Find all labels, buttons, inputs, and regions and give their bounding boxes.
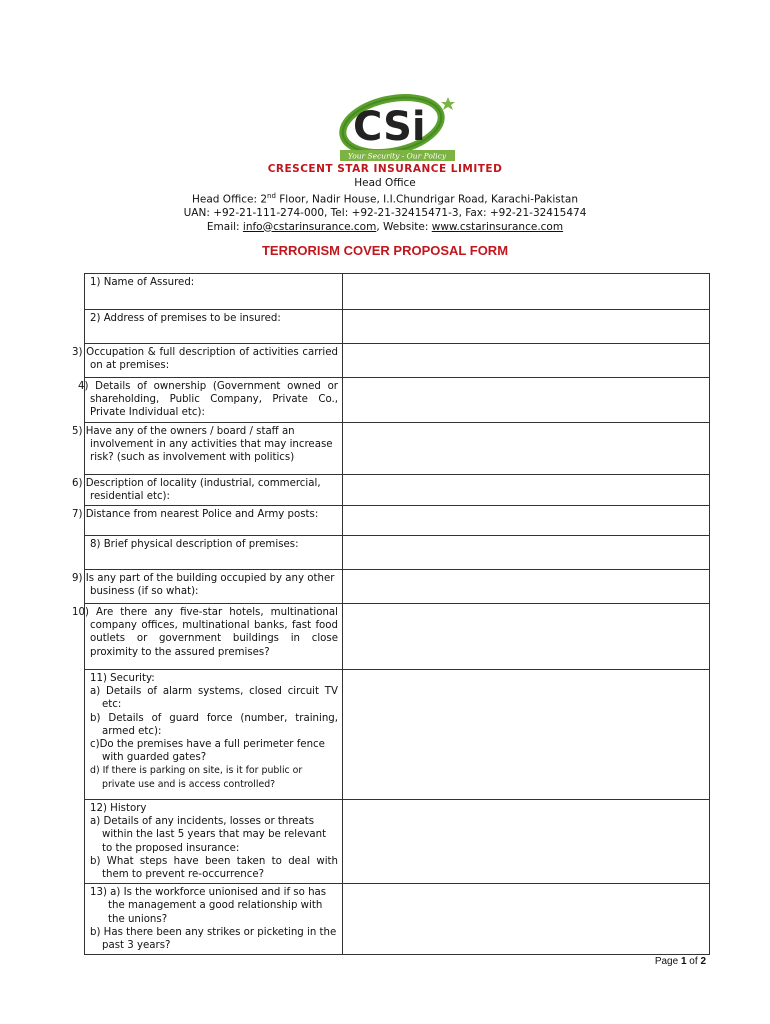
question-ownership: 4) Details of ownership (Government owned or shareholding, Public Company, Private Co., Private Individual etc): <box>85 378 343 423</box>
answer-field-distance-police-army[interactable] <box>343 506 710 536</box>
question-prevention-steps: b) What steps have been taken to deal with them to prevent re-occurrence? <box>90 855 338 881</box>
answer-field-ownership[interactable] <box>343 378 710 423</box>
question-perimeter-fence: c)Do the premises have a full perimeter fence with guarded gates? <box>90 739 325 764</box>
table-row <box>85 344 710 378</box>
answer-field-workforce[interactable] <box>343 884 710 955</box>
table-row <box>85 536 710 570</box>
table-row <box>85 378 710 423</box>
question-distance-police-army: 7) Distance from nearest Police and Army posts: <box>85 506 343 536</box>
question-address: 2) Address of premises to be insured: <box>85 310 343 344</box>
company-logo <box>337 93 459 163</box>
question-physical-description: 8) Brief physical description of premises: <box>85 536 343 570</box>
answer-field-building-occupied[interactable] <box>343 570 710 604</box>
answer-field-owner-involvement[interactable] <box>343 422 710 474</box>
answer-field-history[interactable] <box>343 800 710 884</box>
csi-logo-icon <box>337 93 459 163</box>
question-name-of-assured: 1) Name of Assured: <box>85 274 343 310</box>
company-header <box>0 163 770 234</box>
question-parking: d) If there is parking on site, is it for public or private use and is access controlled? <box>90 765 303 790</box>
question-locality: 6) Description of locality (industrial, commercial, residential etc): <box>85 474 343 505</box>
logo-tagline: Your Security - Our Policy <box>347 151 447 161</box>
email-link[interactable]: info@cstarinsurance.com <box>242 220 377 233</box>
question-nearby-buildings: 10) Are there any five-star hotels, multinational company offices, multinational banks, fast food outlets or government buildings in close proximity to the assured premises? <box>85 604 343 670</box>
table-row <box>85 570 710 604</box>
answer-field-security[interactable] <box>343 670 710 800</box>
proposal-form-table <box>72 273 710 955</box>
star-icon <box>441 97 455 110</box>
office-label: Head Office <box>354 176 416 189</box>
history-title: 12) History <box>90 803 147 815</box>
table-row <box>85 310 710 344</box>
security-title: 11) Security: <box>90 673 155 685</box>
question-alarm-systems: a) Details of alarm systems, closed circuit TV etc: <box>90 686 338 711</box>
table-row <box>85 604 710 670</box>
answer-field-address[interactable] <box>343 310 710 344</box>
table-row <box>85 800 710 884</box>
answer-field-nearby-buildings[interactable] <box>343 604 710 670</box>
answer-field-locality[interactable] <box>343 474 710 505</box>
question-owner-involvement: 5) Have any of the owners / board / staff an involvement in any activities that may increase risk? (such as involvement with politics) <box>85 422 343 474</box>
form-title: TERRORISM COVER PROPOSAL FORM <box>261 243 509 258</box>
page-number: Page 1 of 2 <box>654 956 706 967</box>
answer-field-occupation[interactable] <box>343 344 710 378</box>
question-security <box>85 670 343 800</box>
table-row <box>85 884 710 955</box>
question-incidents: a) Details of any incidents, losses or threats within the last 5 years that may be relevant to the proposed insurance: <box>90 816 327 854</box>
table-row <box>85 422 710 474</box>
table-row <box>85 274 710 310</box>
email-website-line: Email: info@cstarinsurance.com, Website: www.cstarinsurance.com <box>206 220 564 233</box>
question-history <box>85 800 343 884</box>
answer-field-physical-description[interactable] <box>343 536 710 570</box>
answer-field-name-of-assured[interactable] <box>343 274 710 310</box>
logo-letters: CSi <box>353 104 426 150</box>
office-address: Head Office: 2nd Floor, Nadir House, I.I.Chundrigar Road, Karachi-Pakistan <box>192 192 578 206</box>
company-name: CRESCENT STAR INSURANCE LIMITED <box>267 163 503 175</box>
question-strikes: b) Has there been any strikes or picketing in the past 3 years? <box>90 926 337 952</box>
table-row <box>85 474 710 505</box>
contact-numbers: UAN: +92-21-111-274-000, Tel: +92-21-32415471-3, Fax: +92-21-32415474 <box>183 207 587 219</box>
question-unionised: 13) a) Is the workforce unionised and if so has the management a good relationship with the unions? <box>90 887 327 925</box>
table-row <box>85 506 710 536</box>
question-occupation: 3) Occupation & full description of activities carried on at premises: <box>85 344 343 378</box>
table-row <box>85 670 710 800</box>
question-guard-force: b) Details of guard force (number, training, armed etc): <box>90 712 338 737</box>
question-building-occupied: 9) Is any part of the building occupied by any other business (if so what): <box>85 570 343 604</box>
website-link[interactable]: www.cstarinsurance.com <box>431 220 564 233</box>
question-workforce <box>85 884 343 955</box>
